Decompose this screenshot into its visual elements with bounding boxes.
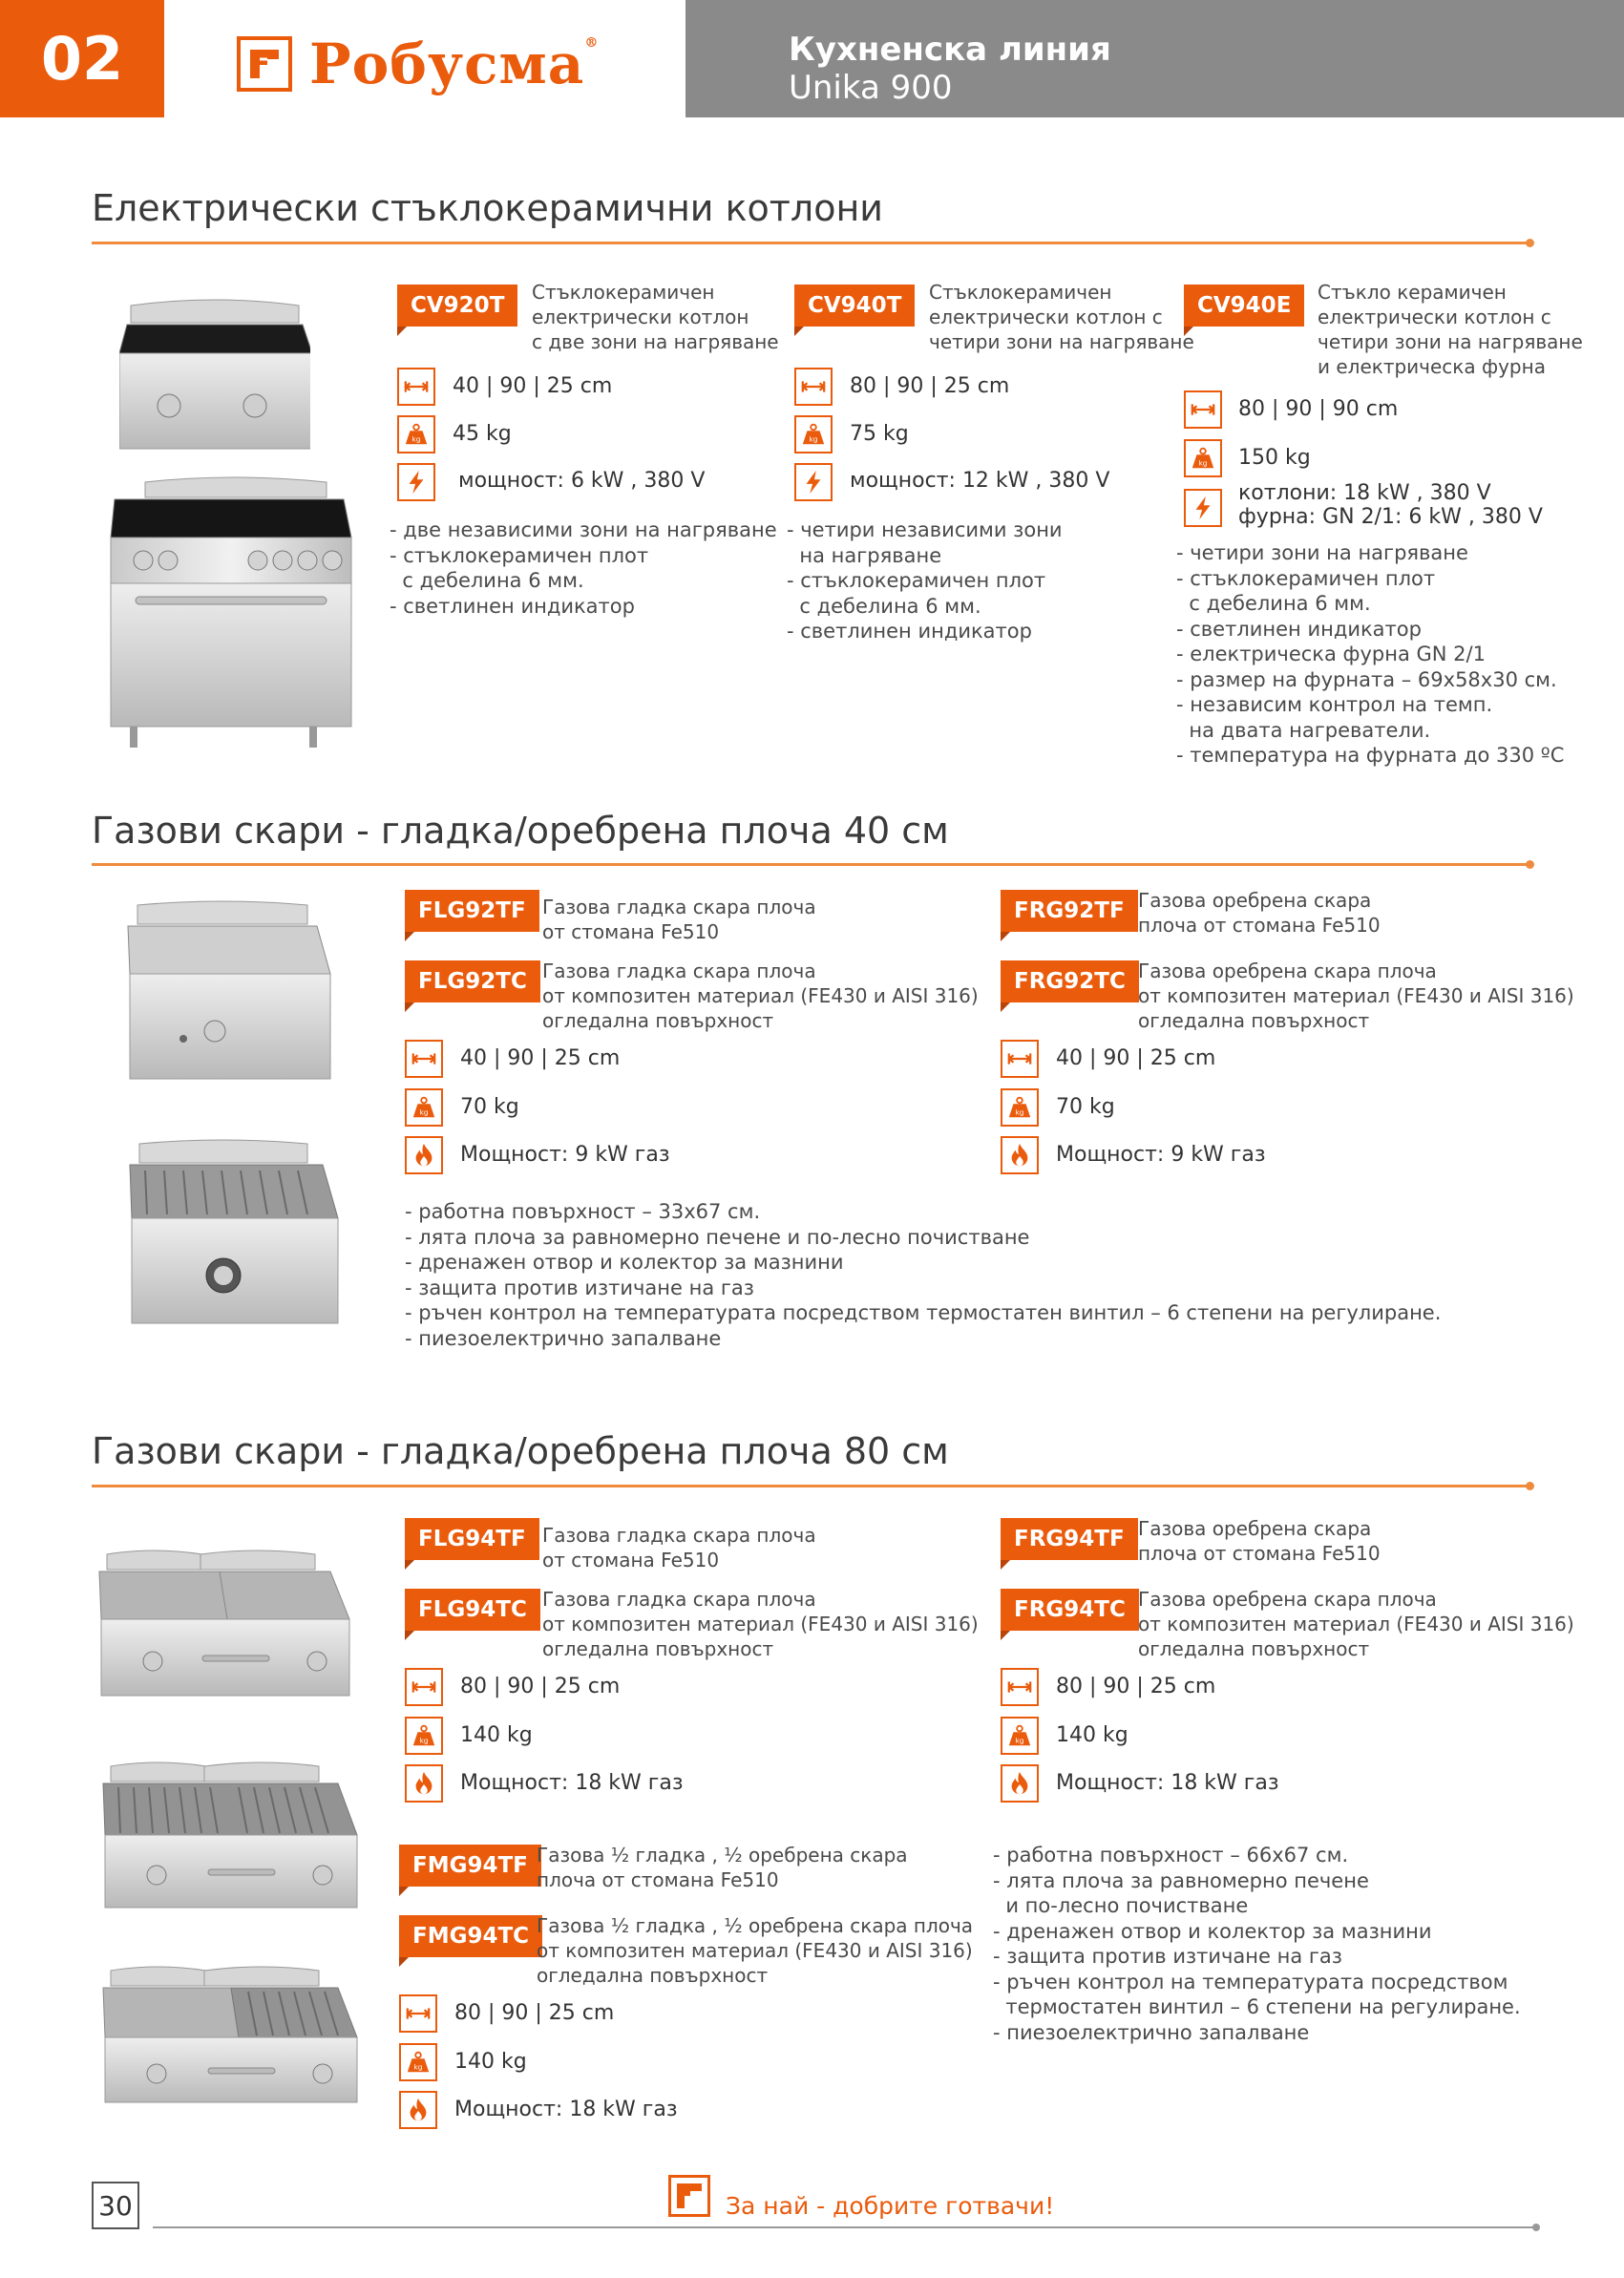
- weight-icon: [1001, 1088, 1039, 1127]
- product-description: Стъклокерамичен електрически котлон с четири зони на нагряване: [929, 281, 1194, 353]
- footer-divider: [153, 2226, 1537, 2228]
- product-image-ribbed-grill-80: [99, 1759, 363, 1911]
- page-number: 30: [92, 2182, 139, 2229]
- line-subtitle: Unika 900: [789, 69, 953, 107]
- product-code-tag: FRG92TC: [1001, 960, 1139, 1002]
- product-description: Газова оребрена скара плоча от стомана Fe510: [1138, 1517, 1381, 1565]
- spec-dimensions: 40 | 90 | 25 cm: [1056, 1046, 1216, 1070]
- weight-icon: [397, 415, 435, 453]
- dimensions-icon: [399, 1994, 437, 2033]
- weight-icon: [405, 1717, 443, 1755]
- weight-icon: [794, 415, 833, 453]
- section-number: 02: [0, 0, 164, 117]
- product-image-smooth-grill-40: [126, 897, 334, 1084]
- spec-power: Мощност: 9 kW газ: [1056, 1143, 1266, 1167]
- spec-power: мощност: 12 kW , 380 V: [850, 469, 1110, 493]
- product-code-tag: FRG94TF: [1001, 1518, 1138, 1560]
- spec-dimensions: 80 | 90 | 25 cm: [1056, 1675, 1216, 1698]
- flame-icon: [405, 1764, 443, 1803]
- feature-list: - работна повърхност – 33x67 см. - лята плоча за равномерно печене и по-лесно почистване - дренажен отвор и колектор за мазнини - защита против изтичане на газ - ръчен контрол на температурата посредством термостатен винтил – 6 степени на регулиране. - пиезоелектрично запалване: [405, 1200, 1442, 1350]
- product-code-tag: FLG94TC: [405, 1589, 540, 1631]
- product-description: Газова ½ гладка , ½ оребрена скара плоча от стомана Fe510: [537, 1844, 908, 1891]
- section-title: Електрически стъклокерамични котлони: [92, 187, 883, 229]
- spec-power: котлони: 18 kW , 380 V фурна: GN 2/1: 6 kW , 380 V: [1238, 481, 1543, 529]
- weight-icon: [399, 2043, 437, 2081]
- weight-icon: [1001, 1717, 1039, 1755]
- product-image-ribbed-grill-40: [126, 1136, 346, 1332]
- product-description: Газова оребрена скара плоча от стомана Fe510: [1138, 889, 1381, 937]
- spec-power: Мощност: 18 kW газ: [454, 2098, 678, 2121]
- product-code-tag: FRG92TF: [1001, 890, 1138, 932]
- product-description: Газова гладка скара плоча от композитен материал (FE430 и AISI 316) огледална повърхност: [542, 960, 979, 1032]
- dimensions-icon: [405, 1040, 443, 1078]
- spec-weight: 70 kg: [460, 1095, 519, 1119]
- dimensions-icon: [397, 368, 435, 406]
- spec-weight: 45 kg: [453, 422, 512, 446]
- brand-mark-icon: [668, 2175, 710, 2217]
- spec-weight: 140 kg: [454, 2050, 527, 2074]
- product-code-tag: FLG94TF: [405, 1518, 539, 1560]
- product-description: Газова гладка скара плоча от композитен материал (FE430 и AISI 316) огледална повърхност: [542, 1588, 979, 1660]
- dimensions-icon: [1001, 1668, 1039, 1706]
- product-code-tag: FLG92TF: [405, 890, 539, 932]
- product-code-tag: CV940E: [1184, 285, 1304, 327]
- section-title: Газови скари - гладка/оребрена плоча 80 см: [92, 1430, 949, 1472]
- dimensions-icon: [1001, 1040, 1039, 1078]
- dimensions-icon: [794, 368, 833, 406]
- lightning-icon: [794, 463, 833, 501]
- spec-dimensions: 80 | 90 | 25 cm: [850, 374, 1010, 398]
- product-image-cooktop-2-zone: [119, 286, 310, 458]
- feature-list: - четири независими зони на нагряване - стъклокерамичен плот с дебелина 6 мм. - светлинен индикатор: [787, 518, 1063, 643]
- flame-icon: [1001, 1136, 1039, 1174]
- section-divider: [92, 863, 1531, 866]
- flame-icon: [405, 1136, 443, 1174]
- spec-weight: 140 kg: [1056, 1723, 1128, 1747]
- section-divider: [92, 242, 1531, 244]
- brand-name: Робусма: [309, 32, 585, 96]
- product-code-tag: CV920T: [397, 285, 517, 327]
- feature-list: - две независими зони на нагряване - стъклокерамичен плот с дебелина 6 мм. - светлинен индикатор: [390, 518, 777, 618]
- feature-list: - четири зони на нагряване - стъклокерамичен плот с дебелина 6 мм. - светлинен индикатор - електрическа фурна GN 2/1 - размер на фурната – 69x58x30 см. - независим контрол на темп. на двата нагреватели. - температура на фурната до 330 ºC: [1176, 541, 1565, 767]
- product-image-mixed-grill-80: [99, 1963, 363, 2106]
- product-code-tag: FMG94TF: [399, 1845, 541, 1887]
- section-divider: [92, 1485, 1531, 1487]
- spec-power: Мощност: 9 kW газ: [460, 1143, 670, 1167]
- product-description: Газова гладка скара плоча от стомана Fe510: [542, 1524, 816, 1571]
- flame-icon: [1001, 1764, 1039, 1803]
- spec-power: Мощност: 18 kW газ: [460, 1771, 684, 1795]
- spec-dimensions: 80 | 90 | 90 cm: [1238, 397, 1399, 421]
- weight-icon: [405, 1088, 443, 1127]
- product-description: Газова ½ гладка , ½ оребрена скара плоча от композитен материал (FE430 и AISI 316) огледална повърхност: [537, 1914, 974, 1987]
- spec-power: мощност: 6 kW , 380 V: [458, 469, 706, 493]
- spec-weight: 70 kg: [1056, 1095, 1115, 1119]
- product-code-tag: FLG92TC: [405, 960, 540, 1002]
- product-code-tag: FRG94TC: [1001, 1589, 1139, 1631]
- spec-weight: 140 kg: [460, 1723, 533, 1747]
- spec-weight: 75 kg: [850, 422, 909, 446]
- lightning-icon: [397, 463, 435, 501]
- weight-icon: [1184, 439, 1222, 477]
- spec-weight: 150 kg: [1238, 446, 1311, 470]
- dimensions-icon: [1184, 390, 1222, 429]
- product-description: Газова гладка скара плоча от стомана Fe510: [542, 896, 816, 943]
- spec-power: Мощност: 18 kW газ: [1056, 1771, 1279, 1795]
- section-title: Газови скари - гладка/оребрена плоча 40 см: [92, 810, 949, 852]
- product-code-tag: FMG94TC: [399, 1915, 542, 1957]
- product-code-tag: CV940T: [794, 285, 915, 327]
- footer-slogan: За най - добрите готвачи!: [726, 2192, 1055, 2220]
- dimensions-icon: [405, 1668, 443, 1706]
- flame-icon: [399, 2091, 437, 2129]
- spec-dimensions: 40 | 90 | 25 cm: [453, 374, 613, 398]
- product-description: Газова оребрена скара плоча от композитен материал (FE430 и AISI 316) огледална повърхност: [1138, 960, 1574, 1032]
- product-image-smooth-grill-80: [95, 1547, 355, 1699]
- product-description: Газова оребрена скара плоча от композитен материал (FE430 и AISI 316) огледална повърхност: [1138, 1588, 1574, 1660]
- product-description: Стъкло керамичен електрически котлон с четири зони на нагряване и електрическа фурна: [1318, 281, 1583, 378]
- spec-dimensions: 40 | 90 | 25 cm: [460, 1046, 621, 1070]
- spec-dimensions: 80 | 90 | 25 cm: [454, 2001, 615, 2025]
- brand-logo: Робусма®: [237, 36, 599, 92]
- spec-dimensions: 80 | 90 | 25 cm: [460, 1675, 621, 1698]
- line-title: Кухненска линия: [789, 31, 1111, 69]
- product-image-cooktop-with-oven: [107, 473, 355, 754]
- brand-mark-icon: [237, 36, 292, 92]
- lightning-icon: [1184, 489, 1222, 527]
- product-description: Стъклокерамичен електрически котлон с две зони на нагряване: [532, 281, 779, 353]
- feature-list: - работна повърхност – 66x67 см. - лята плоча за равномерно печене и по-лесно почистване - дренажен отвор и колектор за мазнини - защита против изтичане на газ - ръчен контрол на температурата посредством термостатен винтил – 6 степени на регулиране. - пиезоелектрично запалване: [993, 1844, 1521, 2044]
